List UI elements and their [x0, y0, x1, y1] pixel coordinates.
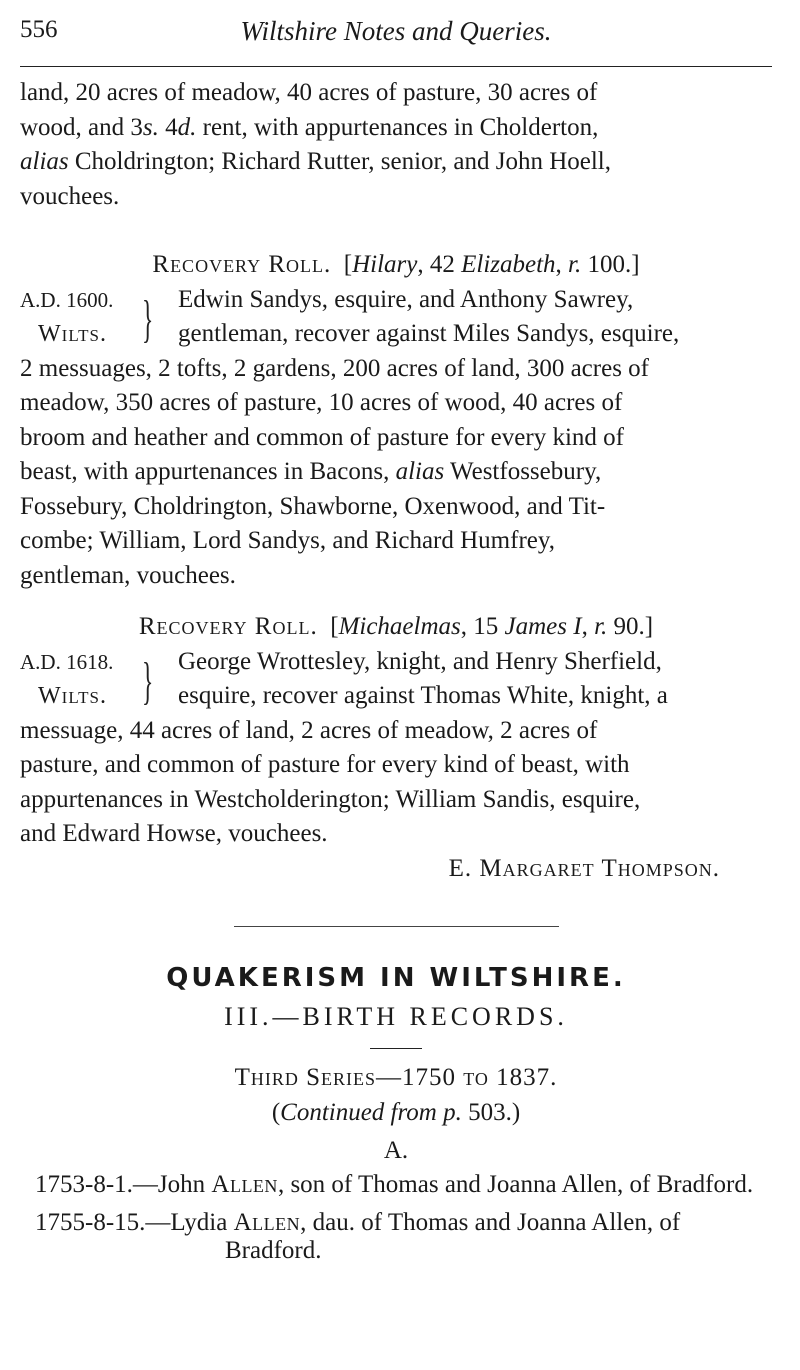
roll-label: Recovery Roll. — [138, 613, 318, 640]
roll-heading: Recovery Roll. [Hilary, 42 Elizabeth, r. 100.] — [152, 251, 640, 278]
continued-note: (Continued from p. 503.) — [271, 1098, 521, 1126]
county-note: Wilts. — [38, 321, 107, 347]
text-line: gentleman, vouchees. — [20, 561, 236, 589]
date-note: A.D. 1618. — [20, 649, 114, 674]
text-line: Edwin Sandys, esquire, and Anthony Sawrey, — [178, 285, 634, 313]
article-subtitle: III.—BIRTH RECORDS. — [224, 1001, 568, 1031]
text-line: meadow, 350 acres of pasture, 10 acres of wood, 40 acres of — [20, 389, 623, 416]
roll-label: Recovery Roll. — [152, 251, 332, 278]
text-line: land, 20 acres of meadow, 40 acres of pasture, 30 acres of — [20, 79, 598, 106]
subtitle-divider — [370, 1048, 422, 1049]
running-title: Wiltshire Notes and Queries. — [240, 16, 552, 46]
page-body — [20, 76, 772, 1265]
text-line: 2 messuages, 2 tofts, 2 gardens, 200 acres of land, 300 acres of — [20, 354, 649, 382]
text-line: wood, and 3s. 4d. rent, with appurtenances in Cholderton, — [20, 113, 599, 141]
text-line: pasture, and common of pasture for every kind of beast, with — [20, 751, 630, 778]
roll-entry — [20, 283, 772, 594]
header-rule — [20, 66, 772, 67]
text-line: messuage, 44 acres of land, 2 acres of meadow, 2 acres of — [20, 716, 598, 744]
birth-record: 1753-8-1.—John Allen, son of Thomas and Joanna Allen, of Bradford. — [35, 1170, 754, 1198]
text-line: alias Choldrington; Richard Rutter, senior, and John Hoell, — [20, 148, 611, 175]
county-note: Wilts. — [38, 683, 107, 709]
text-line: George Wrottesley, knight, and Henry Sherfield, — [178, 647, 662, 675]
text-line: Fossebury, Choldrington, Shawborne, Oxenwood, and Tit- — [20, 492, 606, 520]
roll-entry — [20, 645, 772, 852]
brace-icon: } — [142, 290, 154, 348]
series-heading: Third Series—1750 to 1837. — [234, 1064, 558, 1091]
brace-icon: } — [142, 652, 154, 710]
birth-record: 1755-8-15.—Lydia Allen, dau. of Thomas and Joanna Allen, of Bradford. — [35, 1208, 681, 1264]
text-line: combe; William, Lord Sandys, and Richard Humfrey, — [20, 527, 555, 554]
signature: E. Margaret Thompson. — [448, 854, 720, 882]
text-line: and Edward Howse, vouchees. — [20, 820, 328, 847]
page-header — [20, 12, 772, 52]
text-line: appurtenances in Westcholderington; William Sandis, esquire, — [20, 785, 641, 813]
text-line: gentleman, recover against Miles Sandys, esquire, — [178, 320, 680, 347]
section-letter: A. — [383, 1137, 409, 1164]
section-divider — [234, 926, 559, 927]
continuation-paragraph — [20, 76, 772, 214]
text-line: vouchees. — [20, 182, 120, 210]
roll-heading: Recovery Roll. [Michaelmas, 15 James I, r. 90.] — [138, 613, 654, 640]
text-line: beast, with appurtenances in Bacons, alias Westfossebury, — [20, 458, 602, 485]
text-line: broom and heather and common of pasture for every kind of — [20, 423, 624, 451]
article-title: QUAKERISM IN WILTSHIRE. — [166, 963, 626, 993]
date-note: A.D. 1600. — [20, 287, 114, 312]
text-line: esquire, recover against Thomas White, knight, a — [178, 682, 668, 709]
page-number: 556 — [20, 16, 58, 43]
